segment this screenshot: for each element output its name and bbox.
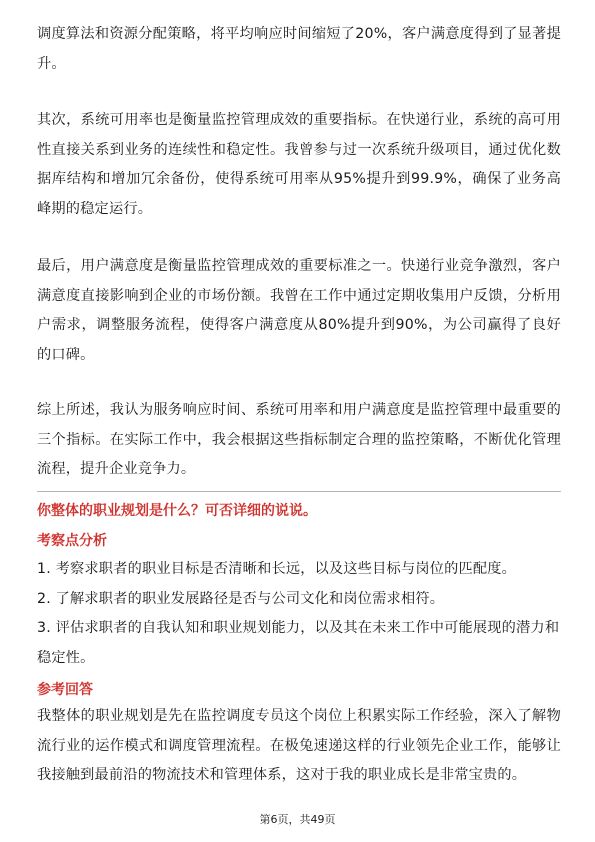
reference-answer: 我整体的职业规划是先在监控调度专员这个岗位上积累实际工作经验，深入了解物流行业的运作模式和调度管理流程。在极兔速递这样的行业领先企业工作，能够让我接触到最前沿的物流技术和管理体系，这对于我的职业成长是非常宝贵的。	[37, 708, 561, 783]
section-divider	[37, 491, 561, 492]
paragraph-system-availability: 其次，系统可用率也是衡量监控管理成效的重要指标。在快递行业，系统的高可用性直接关系到业务的连续性和稳定性。我曾参与过一次系统升级项目，通过优化数据库结构和增加冗余备份，使得系统可用率从95%提升到99.9%，确保了业务高峰期的稳定运行。	[37, 112, 561, 217]
analysis-list	[37, 555, 561, 673]
question-heading: 你整体的职业规划是什么？可否详细的说说。	[37, 503, 317, 519]
list-item: 1. 考察求职者的职业目标是否清晰和长远，以及这些目标与岗位的匹配度。	[37, 561, 517, 577]
list-item: 2. 了解求职者的职业发展路径是否与公司文化和岗位需求相符。	[37, 590, 445, 607]
analysis-heading: 考察点分析	[37, 533, 107, 549]
page-number: 第6页，共49页	[259, 813, 336, 826]
paragraph-summary: 综上所述，我认为服务响应时间、系统可用率和用户满意度是监控管理中最重要的三个指标。在实际工作中，我会根据这些指标制定合理的监控策略，不断优化管理流程，提升企业竞争力。	[37, 402, 561, 477]
paragraph-intro-continuation: 调度算法和资源分配策略，将平均响应时间缩短了20%，客户满意度得到了显著提升。	[37, 26, 561, 72]
list-item: 3. 评估求职者的自我认知和职业规划能力，以及其在未来工作中可能展现的潜力和稳定性。	[37, 620, 560, 666]
reference-heading: 参考回答	[37, 682, 93, 698]
paragraph-user-satisfaction: 最后，用户满意度是衡量监控管理成效的重要标准之一。快递行业竞争激烈，客户满意度直接影响到企业的市场份额。我曾在工作中通过定期收集用户反馈，分析用户需求，调整服务流程，使得客户满意度从80%提升到90%，为公司赢得了良好的口碑。	[37, 258, 561, 363]
